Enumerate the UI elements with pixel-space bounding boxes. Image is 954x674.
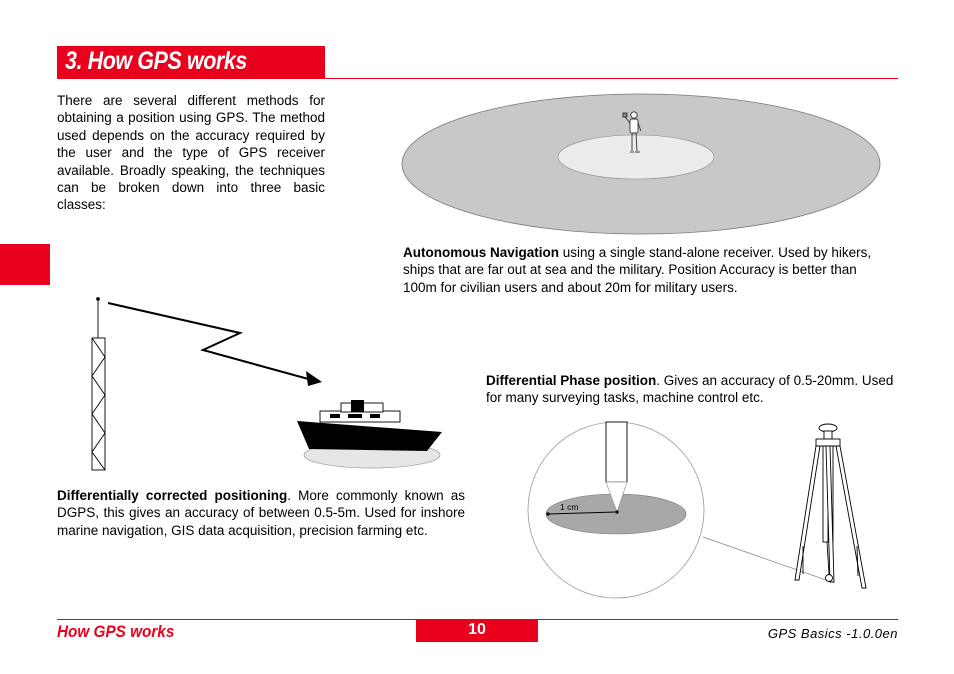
scale-label: 1 cm (560, 502, 579, 512)
autonomous-text: using a single stand-alone receiver. Used by hikers, ships that are far out at sea and the military. Position Accuracy is better than 100m for civilian users and about 20m for military users. (403, 245, 872, 295)
dgps-heading: Differentially corrected positioning (57, 488, 288, 503)
autonomous-heading: Autonomous Navigation (403, 245, 559, 260)
antenna-pole (606, 422, 627, 482)
footer-section-title: How GPS works (57, 622, 175, 641)
dgps-text: . More commonly known as DGPS, this gives an accuracy of between 0.5-5m. Used for inshore marine navigation, GIS data acquisition, precision farming etc. (57, 488, 465, 538)
intro-paragraph: There are several different methods for obtaining a position using GPS. The method used depends on the accuracy required by the user and the type of GPS receiver available. Broadly speaking, the techniques can be broken down into three basic classes: (57, 93, 325, 213)
tripod-gps-icon (795, 424, 866, 588)
phase-heading: Differential Phase position (486, 373, 657, 388)
page-number: 10 (416, 620, 538, 642)
zoom-connector-line (703, 537, 826, 580)
phase-text: . Gives an accuracy of 0.5-20mm. Used for many surveying tasks, machine control etc. (486, 373, 894, 406)
page-title: 3. How GPS works (65, 47, 247, 75)
footer-doc-title: GPS Basics -1.0.0en (767, 626, 898, 641)
